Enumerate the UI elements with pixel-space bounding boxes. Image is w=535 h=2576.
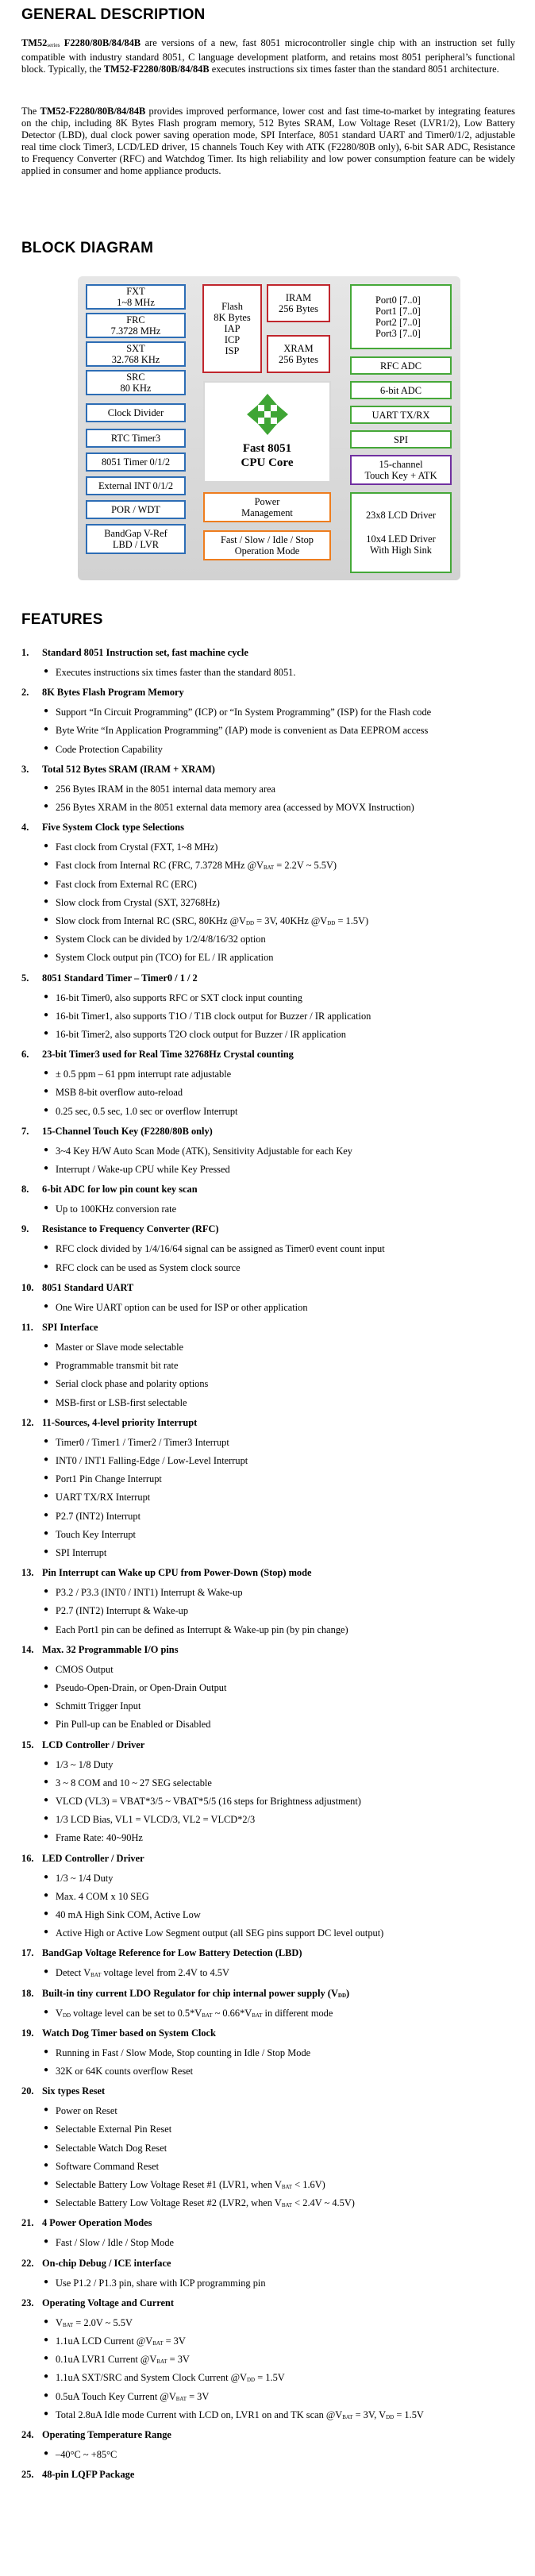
feature-bullet: ● 32K or 64K counts overflow Reset bbox=[56, 2066, 193, 2077]
left-box-3 bbox=[86, 341, 186, 367]
feature-title bbox=[21, 647, 248, 659]
feature-title bbox=[21, 2027, 216, 2039]
flash-line-1: Flash bbox=[221, 301, 243, 312]
left-box-line-2: 32.768 KHz bbox=[111, 354, 160, 365]
feature-title-text: 6-bit ADC for low pin count key scan bbox=[42, 1184, 198, 1196]
part-name-b: F2280/80B/84/84B bbox=[60, 37, 141, 48]
feature-bullet: ● Pseudo-Open-Drain, or Open-Drain Output bbox=[56, 1682, 226, 1694]
feature-bullet: ● MSB 8-bit overflow auto-reload bbox=[56, 1087, 183, 1099]
feature-bullet: ● P2.7 (INT2) Interrupt & Wake-up bbox=[56, 1605, 188, 1617]
feature-title bbox=[21, 1126, 213, 1138]
feature-title bbox=[21, 2469, 134, 2481]
block-diagram-heading: BLOCK DIAGRAM bbox=[21, 240, 154, 256]
cpu-line-2: CPU Core bbox=[241, 456, 294, 469]
feature-number: 5. bbox=[21, 972, 29, 984]
feature-bullet: ● Timer0 / Timer1 / Timer2 / Timer3 Interrupt bbox=[56, 1437, 229, 1449]
feature-bullet: ● 1.1uA LCD Current @VBAT = 3V bbox=[56, 2335, 186, 2347]
left-box-8 bbox=[86, 476, 186, 495]
feature-title bbox=[21, 1417, 197, 1429]
left-box-2 bbox=[86, 313, 186, 338]
feature-bullet: ● Max. 4 COM x 10 SEG bbox=[56, 1891, 149, 1903]
feature-title-text: 4 Power Operation Modes bbox=[42, 2217, 152, 2229]
left-box-line-1: FXT bbox=[126, 286, 145, 297]
feature-title-text: Watch Dog Timer based on System Clock bbox=[42, 2027, 216, 2039]
cpu-core-box bbox=[203, 381, 331, 483]
feature-bullet: ● 256 Bytes XRAM in the 8051 external data memory area (accessed by MOVX Instruction) bbox=[56, 802, 414, 814]
feature-title bbox=[21, 1739, 144, 1751]
feature-number: 20. bbox=[21, 2085, 34, 2097]
feature-bullet: ● Software Command Reset bbox=[56, 2161, 159, 2173]
feature-number: 16. bbox=[21, 1852, 34, 1864]
flash-line-4: ICP bbox=[224, 334, 241, 345]
feature-title-text: 8K Bytes Flash Program Memory bbox=[42, 687, 184, 699]
left-box-line-1: FRC bbox=[126, 314, 145, 325]
feature-title bbox=[21, 1988, 349, 2000]
feature-bullet: ● Selectable Watch Dog Reset bbox=[56, 2143, 167, 2154]
p1-text: are versions of a new, fast 8051 microcontroller single chip with an instruction set fully compatible with industry standard 8051, C language development platform, and retains most 8051 peripheral’s functional block. Typically, the bbox=[21, 37, 515, 75]
feature-bullet: ● System Clock output pin (TCO) for EL / IR application bbox=[56, 952, 274, 964]
left-box-line-1: Clock Divider bbox=[107, 407, 164, 418]
feature-bullet: ● Master or Slave mode selectable bbox=[56, 1342, 183, 1353]
port2: Port2 [7..0] bbox=[375, 317, 421, 328]
feature-bullet: ● 1/3 ~ 1/8 Duty bbox=[56, 1759, 113, 1771]
feature-title-text: 8051 Standard UART bbox=[42, 1281, 134, 1293]
feature-title-text: 11-Sources, 4-level priority Interrupt bbox=[42, 1416, 198, 1428]
left-box-6 bbox=[86, 429, 186, 448]
left-box-line-2: LBD / LVR bbox=[112, 539, 160, 550]
left-box-line-1: 8051 Timer 0/1/2 bbox=[101, 456, 171, 468]
xram-line-1: XRAM bbox=[283, 343, 314, 354]
feature-bullet: ● VDD voltage level can be set to 0.5*VBAT ~ 0.66*VBAT in different mode bbox=[56, 2008, 333, 2020]
feature-title-text: LCD Controller / Driver bbox=[42, 1739, 145, 1750]
feature-title-text: Resistance to Frequency Converter (RFC) bbox=[42, 1223, 219, 1235]
feature-bullet: ● 0.1uA LVR1 Current @VBAT = 3V bbox=[56, 2354, 190, 2366]
feature-title bbox=[21, 2217, 152, 2229]
feature-number: 15. bbox=[21, 1739, 34, 1750]
feature-title-text: 48-pin LQFP Package bbox=[42, 2469, 135, 2481]
feature-bullet: ● Active High or Active Low Segment output (all SEG pins support DC level output) bbox=[56, 1927, 383, 1939]
feature-bullet: ● Total 2.8uA Idle mode Current with LCD on, LVR1 on and TK scan @VBAT = 3V, VDD = 1.5V bbox=[56, 2409, 424, 2421]
feature-bullet: ● SPI Interrupt bbox=[56, 1547, 106, 1559]
feature-title bbox=[21, 1322, 98, 1334]
feature-bullet: ● ± 0.5 ppm – 61 ppm interrupt rate adjustable bbox=[56, 1069, 231, 1080]
left-box-10 bbox=[86, 524, 186, 554]
feature-bullet: ● 16-bit Timer0, also supports RFC or SXT clock input counting bbox=[56, 992, 302, 1004]
feature-number: 25. bbox=[21, 2469, 34, 2481]
feature-bullet: ● Running in Fast / Slow Mode, Stop counting in Idle / Stop Mode bbox=[56, 2047, 310, 2059]
feature-bullet: ● Touch Key Interrupt bbox=[56, 1529, 136, 1541]
feature-bullet: ● Fast clock from Internal RC (FRC, 7.3728 MHz @VBAT = 2.2V ~ 5.5V) bbox=[56, 860, 337, 872]
four-arrow-cross-icon bbox=[245, 392, 290, 437]
left-box-1 bbox=[86, 284, 186, 310]
feature-title-text: LED Controller / Driver bbox=[42, 1852, 144, 1864]
feature-bullet: ● Slow clock from Internal RC (SRC, 80KHz @VDD = 3V, 40KHz @VDD = 1.5V) bbox=[56, 915, 368, 927]
left-box-line-1: RTC Timer3 bbox=[110, 433, 161, 444]
feature-bullet: ● 0.25 sec, 0.5 sec, 1.0 sec or overflow Interrupt bbox=[56, 1106, 238, 1118]
left-box-line-2: 1~8 MHz bbox=[117, 297, 155, 308]
feature-title-text: Max. 32 Programmable I/O pins bbox=[42, 1643, 179, 1655]
iram-box bbox=[267, 284, 330, 322]
feature-number: 19. bbox=[21, 2027, 34, 2039]
general-paragraph-2 bbox=[21, 106, 515, 178]
modes-line-1: Fast / Slow / Idle / Stop bbox=[220, 534, 314, 545]
feature-title bbox=[21, 2258, 171, 2270]
lcd-line-3: With High Sink bbox=[370, 545, 432, 556]
feature-bullet: ● Code Protection Capability bbox=[56, 744, 163, 756]
touch-line-2: Touch Key + ATK bbox=[364, 470, 437, 481]
feature-number: 22. bbox=[21, 2257, 34, 2269]
feature-title bbox=[21, 2297, 174, 2309]
flash-line-2: 8K Bytes bbox=[214, 312, 251, 323]
feature-bullet: ● Programmable transmit bit rate bbox=[56, 1360, 179, 1372]
feature-title bbox=[21, 1644, 179, 1656]
feature-bullet: ● 1/3 ~ 1/4 Duty bbox=[56, 1873, 113, 1885]
feature-title-text: 15-Channel Touch Key (F2280/80B only) bbox=[42, 1125, 213, 1137]
feature-title-text: Operating Temperature Range bbox=[42, 2429, 171, 2440]
port1: Port1 [7..0] bbox=[375, 306, 421, 317]
feature-bullet: ● UART TX/RX Interrupt bbox=[56, 1492, 150, 1504]
feature-title-text: Five System Clock type Selections bbox=[42, 822, 184, 834]
feature-title-text: Built-in tiny current LDO Regulator for chip internal power supply (VDD) bbox=[42, 1987, 350, 1999]
feature-bullet: ● Selectable Battery Low Voltage Reset #1 (LVR1, when VBAT < 1.6V) bbox=[56, 2179, 325, 2191]
feature-number: 6. bbox=[21, 1049, 29, 1061]
feature-title-text: Six types Reset bbox=[42, 2085, 106, 2097]
feature-bullet: ● 0.5uA Touch Key Current @VBAT = 3V bbox=[56, 2391, 209, 2403]
feature-number: 21. bbox=[21, 2217, 34, 2229]
feature-bullet: ● VLCD (VL3) = VBAT*3/5 ~ VBAT*5/5 (16 steps for Brightness adjustment) bbox=[56, 1796, 361, 1808]
feature-bullet: ● Schmitt Trigger Input bbox=[56, 1700, 140, 1712]
flash-line-3: IAP bbox=[224, 323, 241, 334]
power-line-2: Management bbox=[241, 507, 293, 518]
feature-title-text: BandGap Voltage Reference for Low Battery Detection (LBD) bbox=[42, 1947, 302, 1959]
feature-bullet: ● Selectable Battery Low Voltage Reset #2 (LVR2, when VBAT < 2.4V ~ 4.5V) bbox=[56, 2197, 355, 2209]
feature-bullet: ● Detect VBAT voltage level from 2.4V to 4.5V bbox=[56, 1967, 229, 1979]
feature-number: 1. bbox=[21, 647, 29, 658]
feature-bullet: ● P3.2 / P3.3 (INT0 / INT1) Interrupt & Wake-up bbox=[56, 1587, 243, 1599]
feature-bullet: ● 40 mA High Sink COM, Active Low bbox=[56, 1909, 201, 1921]
feature-bullet: ● 256 Bytes IRAM in the 8051 internal data memory area bbox=[56, 784, 275, 795]
left-box-line-2: 7.3728 MHz bbox=[110, 325, 161, 337]
feature-bullet: ● System Clock can be divided by 1/2/4/8/16/32 option bbox=[56, 934, 266, 945]
operation-mode-box bbox=[203, 530, 331, 560]
feature-title-text: SPI Interface bbox=[42, 1322, 98, 1333]
feature-bullet: ● P2.7 (INT2) Interrupt bbox=[56, 1511, 140, 1523]
xram-box bbox=[267, 335, 330, 373]
feature-title-text: On-chip Debug / ICE interface bbox=[42, 2257, 171, 2269]
feature-bullet: ● One Wire UART option can be used for ISP or other application bbox=[56, 1302, 308, 1314]
feature-number: 13. bbox=[21, 1567, 34, 1579]
part-series-sub: series bbox=[47, 42, 60, 48]
feature-bullet: ● 3~4 Key H/W Auto Scan Mode (ATK), Sensitivity Adjustable for each Key bbox=[56, 1146, 352, 1157]
feature-number: 10. bbox=[21, 1281, 34, 1293]
feature-bullet: ● Pin Pull-up can be Enabled or Disabled bbox=[56, 1719, 210, 1731]
general-paragraph-1 bbox=[21, 37, 515, 75]
feature-title bbox=[21, 1947, 302, 1959]
left-box-line-1: BandGap V-Ref bbox=[104, 528, 167, 539]
p2-prefix: The bbox=[21, 106, 40, 117]
feature-number: 9. bbox=[21, 1223, 29, 1235]
uart-box: UART TX/RX bbox=[350, 406, 452, 424]
feature-bullet: ● 3 ~ 8 COM and 10 ~ 27 SEG selectable bbox=[56, 1777, 212, 1789]
port3: Port3 [7..0] bbox=[375, 328, 421, 339]
feature-title-text: Standard 8051 Instruction set, fast machine cycle bbox=[42, 647, 248, 658]
feature-bullet: ● Fast / Slow / Idle / Stop Mode bbox=[56, 2237, 174, 2249]
feature-number: 12. bbox=[21, 1416, 34, 1428]
feature-title-text: 23-bit Timer3 used for Real Time 32768Hz Crystal counting bbox=[42, 1049, 294, 1061]
touch-line-1: 15-channel bbox=[379, 459, 423, 470]
feature-title bbox=[21, 1567, 311, 1579]
feature-bullet: ● Byte Write “In Application Programming” (IAP) mode is convenient as Data EEPROM access bbox=[56, 725, 428, 737]
feature-title bbox=[21, 1282, 133, 1294]
feature-bullet: ● Fast clock from Crystal (FXT, 1~8 MHz) bbox=[56, 841, 217, 853]
feature-title bbox=[21, 1184, 198, 1196]
feature-bullet: ● Interrupt / Wake-up CPU while Key Pressed bbox=[56, 1164, 230, 1176]
feature-bullet: ● RFC clock divided by 1/4/16/64 signal can be assigned as Timer0 event count input bbox=[56, 1243, 385, 1255]
p1-bold2: TM52-F2280/80B/84/84B bbox=[103, 64, 210, 75]
part-name-a: TM52 bbox=[21, 37, 48, 48]
feature-bullet: ● Port1 Pin Change Interrupt bbox=[56, 1473, 162, 1485]
modes-line-2: Operation Mode bbox=[234, 545, 300, 556]
feature-title bbox=[21, 1223, 219, 1235]
feature-number: 18. bbox=[21, 1987, 34, 1999]
feature-title bbox=[21, 687, 184, 699]
feature-number: 24. bbox=[21, 2429, 34, 2440]
feature-bullet: ● –40°C ~ +85°C bbox=[56, 2449, 117, 2461]
power-management-box bbox=[203, 492, 331, 522]
feature-bullet: ● INT0 / INT1 Falling-Edge / Low-Level Interrupt bbox=[56, 1455, 248, 1467]
feature-title bbox=[21, 2429, 171, 2441]
cpu-line-1: Fast 8051 bbox=[242, 442, 292, 455]
feature-bullet: ● Selectable External Pin Reset bbox=[56, 2124, 171, 2135]
adc-6bit-box: 6-bit ADC bbox=[350, 381, 452, 399]
feature-title-text: Total 512 Bytes SRAM (IRAM + XRAM) bbox=[42, 763, 215, 775]
feature-bullet: ● 1/3 LCD Bias, VL1 = VLCD/3, VL2 = VLCD*2/3 bbox=[56, 1814, 255, 1826]
feature-title bbox=[21, 764, 215, 776]
feature-bullet: ● VBAT = 2.0V ~ 5.5V bbox=[56, 2317, 133, 2329]
rfc-adc-box: RFC ADC bbox=[350, 356, 452, 375]
feature-bullet: ● Up to 100KHz conversion rate bbox=[56, 1203, 176, 1215]
feature-bullet: ● Serial clock phase and polarity options bbox=[56, 1378, 208, 1390]
feature-number: 2. bbox=[21, 687, 29, 699]
feature-bullet: ● Power on Reset bbox=[56, 2105, 117, 2117]
lcd-line-2: 10x4 LED Driver bbox=[366, 533, 436, 545]
left-box-line-1: External INT 0/1/2 bbox=[98, 480, 174, 491]
feature-number: 3. bbox=[21, 763, 29, 775]
p2-bold: TM52-F2280/80B/84/84B bbox=[40, 106, 146, 117]
feature-bullet: ● Frame Rate: 40~90Hz bbox=[56, 1832, 143, 1844]
left-box-4 bbox=[86, 370, 186, 395]
left-box-line-2: 80 KHz bbox=[120, 383, 152, 394]
features-heading: FEATURES bbox=[21, 611, 103, 628]
lcd-led-driver-box bbox=[350, 492, 452, 573]
feature-number: 4. bbox=[21, 822, 29, 834]
feature-title bbox=[21, 822, 184, 834]
touch-key-box bbox=[350, 455, 452, 485]
left-box-7 bbox=[86, 452, 186, 472]
left-box-9 bbox=[86, 500, 186, 519]
flash-line-5: ISP bbox=[225, 345, 240, 356]
left-box-line-1: SRC bbox=[126, 372, 145, 383]
feature-bullet: ● Fast clock from External RC (ERC) bbox=[56, 879, 197, 891]
flash-memory-box bbox=[202, 284, 262, 373]
feature-number: 17. bbox=[21, 1947, 34, 1959]
feature-bullet: ● RFC clock can be used as System clock source bbox=[56, 1262, 241, 1274]
feature-bullet: ● 1.1uA SXT/SRC and System Clock Current @VDD = 1.5V bbox=[56, 2372, 285, 2384]
feature-title-text: Pin Interrupt can Wake up CPU from Power-Down (Stop) mode bbox=[42, 1567, 312, 1579]
feature-number: 8. bbox=[21, 1184, 29, 1196]
feature-title-text: 8051 Standard Timer – Timer0 / 1 / 2 bbox=[42, 972, 198, 984]
iram-line-1: IRAM bbox=[285, 292, 312, 303]
feature-bullet: ● CMOS Output bbox=[56, 1664, 114, 1676]
feature-number: 7. bbox=[21, 1125, 29, 1137]
ports-box bbox=[350, 284, 452, 349]
lcd-line-1: 23x8 LCD Driver bbox=[365, 510, 437, 521]
spi-box: SPI bbox=[350, 430, 452, 449]
left-box-line-1: SXT bbox=[126, 343, 145, 354]
general-description-heading: GENERAL DESCRIPTION bbox=[21, 6, 206, 23]
feature-title-text: Operating Voltage and Current bbox=[42, 2297, 175, 2308]
feature-title bbox=[21, 1049, 294, 1061]
power-line-1: Power bbox=[254, 496, 280, 507]
xram-line-2: 256 Bytes bbox=[279, 354, 318, 365]
feature-bullet: ● Each Port1 pin can be defined as Interrupt & Wake-up pin (by pin change) bbox=[56, 1624, 348, 1636]
feature-bullet: ● Slow clock from Crystal (SXT, 32768Hz) bbox=[56, 897, 220, 909]
feature-bullet: ● MSB-first or LSB-first selectable bbox=[56, 1397, 187, 1409]
feature-bullet: ● Executes instructions six times faster than the standard 8051. bbox=[56, 667, 295, 679]
port0: Port0 [7..0] bbox=[375, 295, 421, 306]
left-box-5 bbox=[86, 403, 186, 422]
feature-number: 14. bbox=[21, 1643, 34, 1655]
feature-number: 11. bbox=[21, 1322, 33, 1333]
feature-bullet: ● Support “In Circuit Programming” (ICP) or “In System Programming” (ISP) for the Flash code bbox=[56, 707, 431, 718]
feature-bullet: ● 16-bit Timer1, also supports T1O / T1B clock output for Buzzer / IR application bbox=[56, 1011, 371, 1022]
p2-text: provides improved performance, lower cost and fast time-to-market by integrating features on the chip, including 8K Bytes Flash program memory, 512 Bytes SRAM, Low Voltage Reset (LVR1/2), Low Battery Detector (LBD), dual clock power saving operation mode, SPI Interface, 8051 standard UART and Timer0/1/2, adjustable real time clock Timer3, LCD/LED driver, 15 channels Touch Key with ATK (F2280/80B only), 6-bit SAR ADC, Resistance to Frequency Converter (RFC) and Watchdog Timer. Its high reliability and low power consumption feature can be widely applied in consumer and home appliance products. bbox=[21, 106, 515, 177]
feature-bullet: ● 16-bit Timer2, also supports T2O clock output for Buzzer / IR application bbox=[56, 1029, 346, 1041]
p1-text2: executes instructions six times faster than the standard 8051 architecture. bbox=[209, 64, 499, 75]
feature-title bbox=[21, 972, 198, 984]
left-box-line-1: POR / WDT bbox=[111, 504, 160, 515]
feature-title bbox=[21, 2085, 105, 2097]
iram-line-2: 256 Bytes bbox=[279, 303, 318, 314]
feature-number: 23. bbox=[21, 2297, 34, 2308]
feature-title bbox=[21, 1853, 144, 1865]
feature-bullet: ● Use P1.2 / P1.3 pin, share with ICP programming pin bbox=[56, 2278, 266, 2289]
